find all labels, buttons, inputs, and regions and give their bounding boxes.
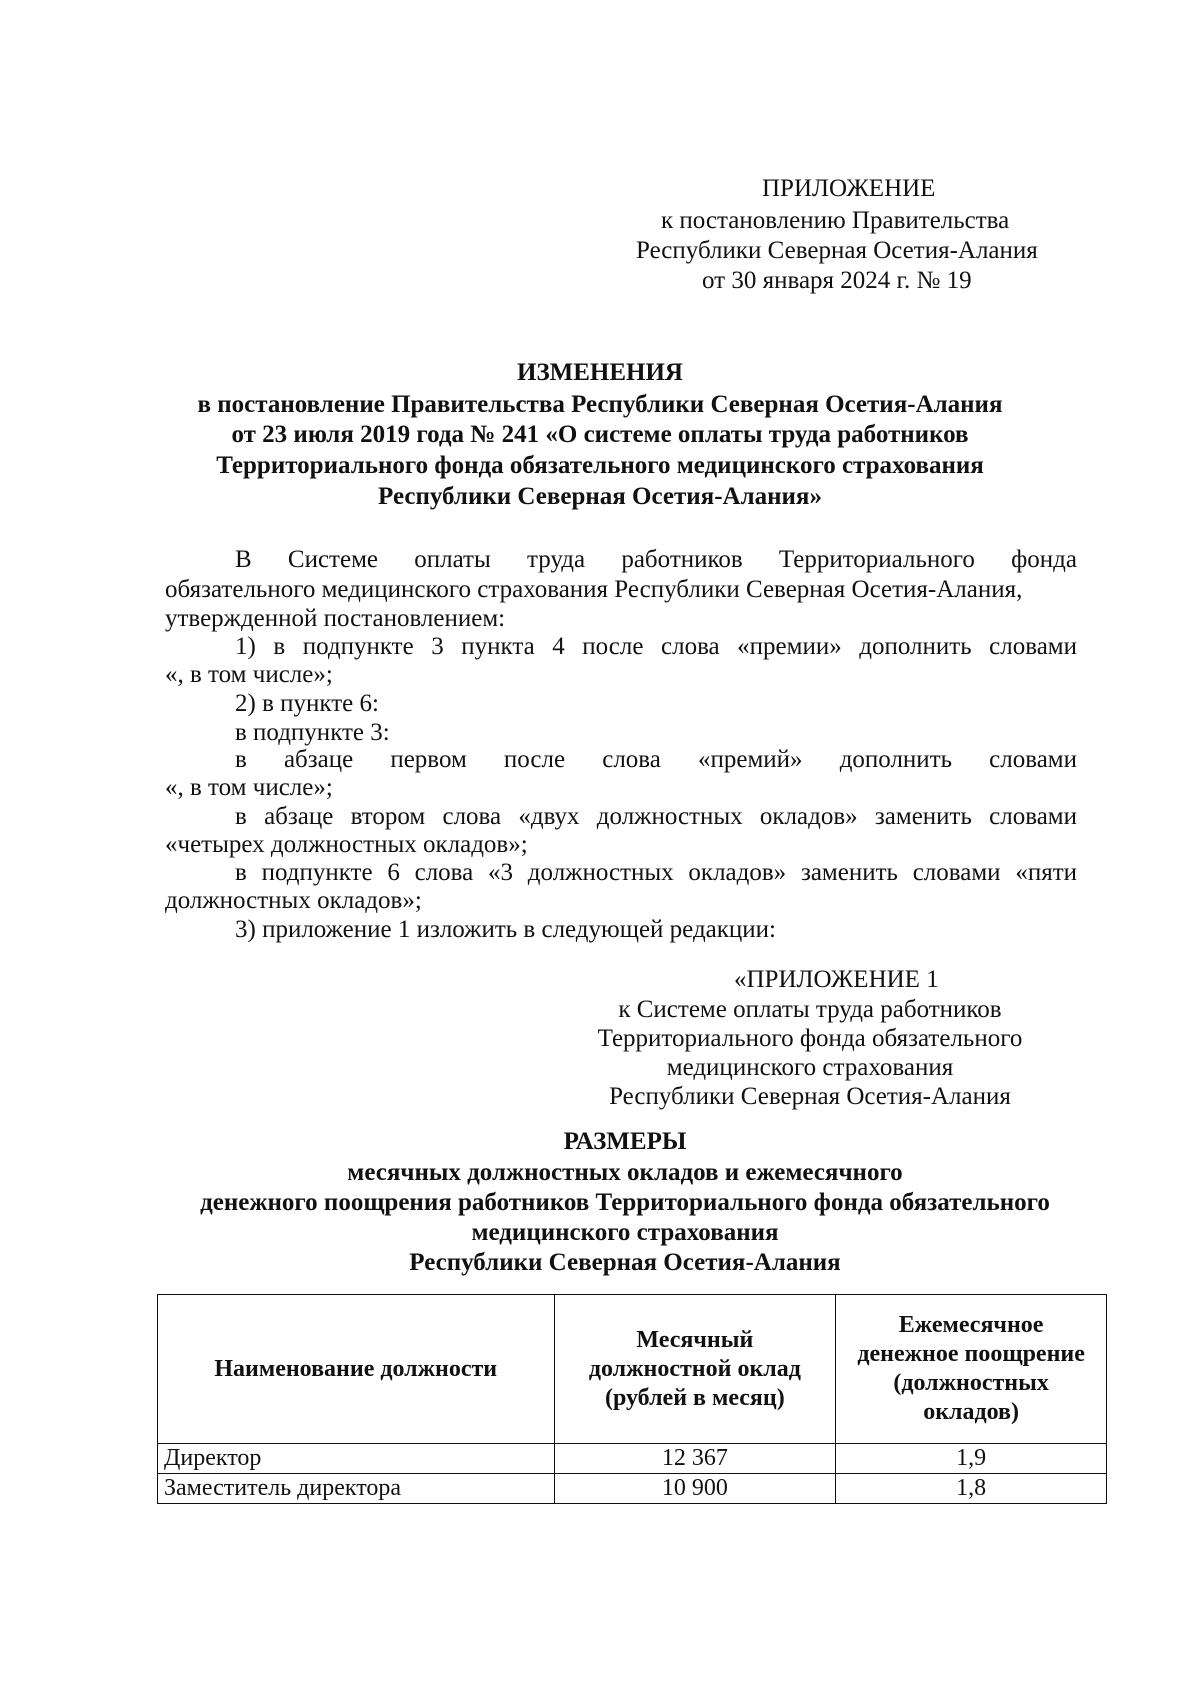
sizes-line: Республики Северная Осетия-Алания: [409, 1249, 841, 1276]
bonus-cell: 1,9: [836, 1444, 1107, 1474]
position-cell: Заместитель директора: [158, 1474, 555, 1504]
appendix-date: от 30 января 2024 г. № 19: [702, 267, 972, 294]
sizes-line: медицинского страхования: [471, 1219, 779, 1246]
position-cell: Директор: [158, 1444, 555, 1474]
bonus-cell: 1,8: [836, 1474, 1107, 1504]
appendix1-title: «ПРИЛОЖЕНИЕ 1: [734, 966, 939, 993]
sizes-line: месячных должностных окладов и ежемесячного: [347, 1159, 903, 1186]
heading-line: в постановление Правительства Республики Северная Осетия-Алания: [197, 391, 1003, 418]
appendix1-line: Республики Северная Осетия-Алания: [609, 1083, 1011, 1110]
table-row: [158, 1474, 1107, 1504]
salary-cell: 12 367: [554, 1444, 836, 1474]
appendix1-line: Территориального фонда обязательного: [597, 1025, 1023, 1052]
intro-line: утвержденной постановлением:: [165, 605, 506, 632]
salary-table: [157, 1294, 1107, 1504]
item-2c-line: в подпункте 6 слова «3 должностных окладов» заменить словами «пяти: [235, 859, 1077, 886]
heading-title: ИЗМЕНЕНИЯ: [517, 359, 683, 386]
column-header-position: Наименование должности: [158, 1295, 555, 1444]
appendix1-line: к Системе оплаты труда работников: [618, 996, 1002, 1023]
item-2a-line: в абзаце первом после слова «премий» дополнить словами: [235, 746, 1077, 773]
appendix1-line: медицинского страхования: [666, 1054, 954, 1081]
item-2a-line: «, в том числе»;: [165, 774, 333, 801]
item-2c-line: должностных окладов»;: [165, 887, 422, 914]
item-1-line: «, в том числе»;: [165, 661, 333, 688]
item-3-line: 3) приложение 1 изложить в следующей редакции:: [235, 916, 776, 943]
table-row: [158, 1444, 1107, 1474]
heading-line: Территориального фонда обязательного медицинского страхования: [216, 452, 984, 479]
appendix-line: Республики Северная Осетия-Алания: [636, 237, 1038, 264]
appendix-line: к постановлению Правительства: [661, 207, 1010, 234]
salary-cell: 10 900: [554, 1474, 836, 1504]
column-header-salary: Месячный должностной оклад (рублей в месяц): [554, 1295, 836, 1444]
heading-line: Республики Северная Осетия-Алания»: [378, 483, 822, 510]
item-2b-line: в абзаце втором слова «двух должностных окладов» заменить словами: [235, 803, 1077, 830]
intro-line: обязательного медицинского страхования Республики Северная Осетия-Алания,: [165, 576, 1023, 603]
table-header-row: [158, 1295, 1107, 1444]
appendix-title: ПРИЛОЖЕНИЕ: [762, 175, 936, 202]
sizes-title: РАЗМЕРЫ: [563, 1128, 687, 1155]
heading-line: от 23 июля 2019 года № 241 «О системе оплаты труда работников: [231, 421, 969, 448]
intro-line: В Системе оплаты труда работников Территориального фонда: [235, 546, 1077, 573]
column-header-bonus: Ежемесячное денежное поощрение (должностных окладов): [836, 1295, 1107, 1444]
item-2b-line: «четырех должностных окладов»;: [165, 831, 528, 858]
sizes-line: денежного поощрения работников Территориального фонда обязательного: [200, 1189, 1050, 1216]
item-2-line: 2) в пункте 6:: [235, 690, 379, 717]
item-1-line: 1) в подпункте 3 пункта 4 после слова «премии» дополнить словами: [235, 633, 1077, 660]
item-2-sub: в подпункте 3:: [235, 719, 390, 746]
